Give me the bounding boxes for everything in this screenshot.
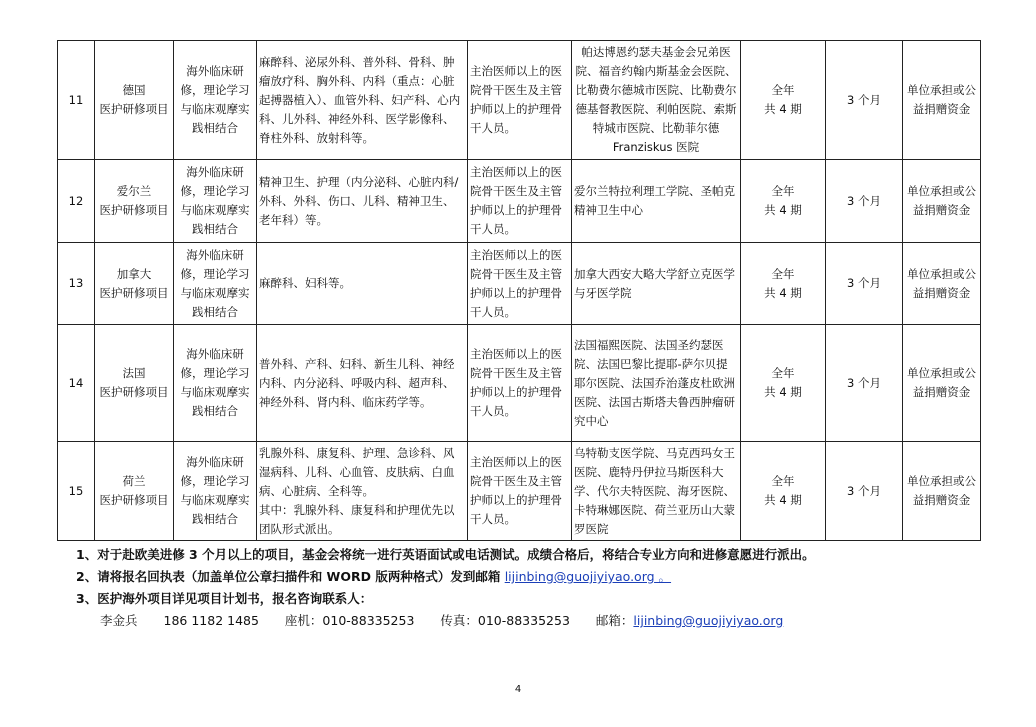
- hospital-cell: 法国福熙医院、法国圣约瑟医院、法国巴黎比提耶-萨尔贝提耶尔医院、法国乔治蓬皮杜欧洲医院、法国古斯塔夫鲁西肿瘤研究中心: [572, 325, 741, 442]
- table-row: [58, 243, 981, 325]
- department-cell: 精神卫生、护理（内分泌科、心脏内科/外科、外科、伤口、儿科、精神卫生、老年科）等。: [257, 160, 468, 243]
- requirement-cell: 主治医师以上的医院骨干医生及主管护师以上的护理骨干人员。: [468, 243, 572, 325]
- contact-email-label: 邮箱：: [595, 613, 634, 628]
- note-2: [76, 566, 976, 588]
- page-number: 4: [514, 684, 522, 695]
- hospital-cell: 加拿大西安大略大学舒立克医学与牙医学院: [572, 243, 741, 325]
- hospital-cell: 乌特勒支医学院、马克西玛女王医院、鹿特丹伊拉马斯医科大学、代尔夫特医院、海牙医院、卡特琳娜医院、荷兰亚历山大蒙罗医院: [572, 442, 741, 541]
- method-cell: 海外临床研修，理论学习与临床观摩实践相结合: [174, 243, 257, 325]
- requirement-cell: 主治医师以上的医院骨干医生及主管护师以上的护理骨干人员。: [468, 442, 572, 541]
- method-cell: 海外临床研修，理论学习与临床观摩实践相结合: [174, 442, 257, 541]
- period-cell: 全年 共 4 期: [741, 160, 826, 243]
- period-cell: 全年 共 4 期: [741, 243, 826, 325]
- method-cell: 海外临床研修，理论学习与临床观摩实践相结合: [174, 160, 257, 243]
- note-2-tail: 。: [654, 569, 672, 584]
- contact-name: 李金兵: [100, 613, 138, 628]
- requirement-cell: 主治医师以上的医院骨干医生及主管护师以上的护理骨干人员。: [468, 160, 572, 243]
- hospital-cell: 爱尔兰特拉利理工学院、圣帕克精神卫生中心: [572, 160, 741, 243]
- hospital-cell: [572, 41, 741, 160]
- department-cell: 麻醉科、泌尿外科、普外科、骨科、肿瘤放疗科、胸外科、内科（重点：心脏起搏器植入）、血管外科、妇产科、心内科、儿外科、神经外科、医学影像科、脊柱外科、放射科等。: [257, 41, 468, 160]
- department-cell: 普外科、产科、妇科、新生儿科、神经内科、内分泌科、呼吸内科、超声科、神经外科、肾内科、临床药学等。: [257, 325, 468, 442]
- method-cell: 海外临床研修，理论学习与临床观摩实践相结合: [174, 325, 257, 442]
- period-cell: 全年 共 4 期: [741, 442, 826, 541]
- note-1: 1、对于赴欧美进修 3 个月以上的项目，基金会将统一进行英语面试或电话测试。成绩合格后，将结合专业方向和进修意愿进行派出。: [76, 547, 815, 562]
- table-row: [58, 442, 981, 541]
- period-cell: 全年 共 4 期: [741, 325, 826, 442]
- table-row: [58, 160, 981, 243]
- project-name-cell: 加拿大 医护研修项目: [95, 243, 174, 325]
- row-number-cell: 13: [58, 243, 95, 325]
- requirement-cell: 主治医师以上的医院骨干医生及主管护师以上的护理骨干人员。: [468, 325, 572, 442]
- row-number-cell: 12: [58, 160, 95, 243]
- duration-cell: 3 个月: [826, 41, 903, 160]
- table-row: [58, 41, 981, 160]
- funding-cell: 单位承担或公益捐赠资金: [903, 442, 981, 541]
- contact-email-link[interactable]: lijinbing@guojiyiyao.org: [633, 613, 784, 628]
- table-body: [58, 41, 981, 541]
- note-2-text: 2、请将报名回执表（加盖单位公章扫描件和 WORD 版两种格式）发到邮箱: [76, 569, 501, 584]
- duration-cell: 3 个月: [826, 243, 903, 325]
- funding-cell: 单位承担或公益捐赠资金: [903, 41, 981, 160]
- department-cell: 麻醉科、妇科等。: [257, 243, 468, 325]
- department-cell: 乳腺外科、康复科、护理、急诊科、风湿病科、儿科、心血管、皮肤病、白血病、心脏病、全科等。 其中：乳腺外科、康复科和护理优先以团队形式派出。: [257, 442, 468, 541]
- method-cell: 海外临床研修，理论学习与临床观摩实践相结合: [174, 41, 257, 160]
- duration-cell: 3 个月: [826, 325, 903, 442]
- hospital-list: 帕达博恩约瑟夫基金会兄弟医院、福音约翰内斯基金会医院、比勒费尔德城市医院、比勒费尔德基督教医院、利帕医院、索斯特城市医院、比勒菲尔德 Franziskus 医院: [575, 45, 737, 154]
- project-table: [57, 40, 981, 541]
- funding-cell: 单位承担或公益捐赠资金: [903, 243, 981, 325]
- project-name-cell: 荷兰 医护研修项目: [95, 442, 174, 541]
- contact-info: [76, 610, 976, 632]
- row-number-cell: 15: [58, 442, 95, 541]
- contact-landline: 座机：010-88335253: [284, 613, 415, 628]
- row-number-cell: 11: [58, 41, 95, 160]
- contact-mobile: 186 1182 1485: [163, 613, 259, 628]
- notes-section: [76, 544, 976, 632]
- project-name-cell: 法国 医护研修项目: [95, 325, 174, 442]
- table-row: [58, 325, 981, 442]
- note-3: 3、医护海外项目详见项目计划书，报名咨询联系人：: [76, 591, 373, 606]
- project-name-cell: 德国 医护研修项目: [95, 41, 174, 160]
- funding-cell: 单位承担或公益捐赠资金: [903, 160, 981, 243]
- funding-cell: 单位承担或公益捐赠资金: [903, 325, 981, 442]
- row-number-cell: 14: [58, 325, 95, 442]
- duration-cell: 3 个月: [826, 160, 903, 243]
- requirement-cell: 主治医师以上的医院骨干医生及主管护师以上的护理骨干人员。: [468, 41, 572, 160]
- contact-fax: 传真：010-88335253: [440, 613, 570, 628]
- duration-cell: 3 个月: [826, 442, 903, 541]
- email-link[interactable]: lijinbing@guojiyiyao.org: [504, 569, 655, 584]
- contact-email-group: [596, 613, 783, 628]
- period-cell: 全年 共 4 期: [741, 41, 826, 160]
- project-name-cell: 爱尔兰 医护研修项目: [95, 160, 174, 243]
